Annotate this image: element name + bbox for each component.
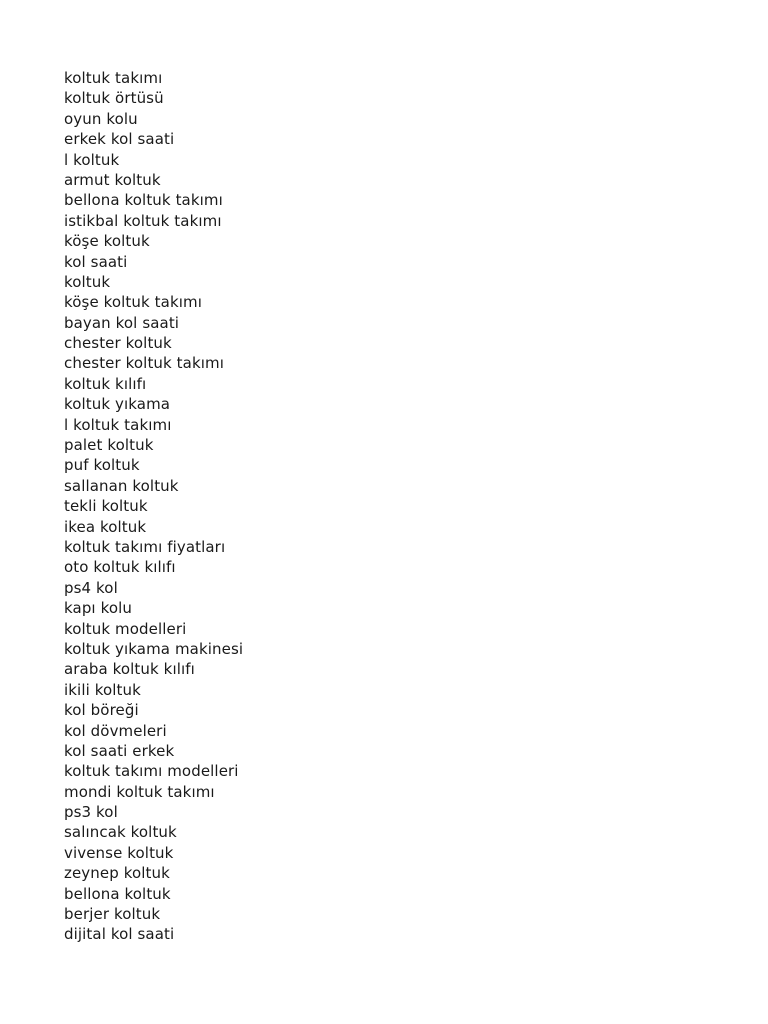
keyword-item: salıncak koltuk	[64, 823, 177, 842]
keyword-item: tekli koltuk	[64, 497, 148, 516]
keyword-item: koltuk takımı	[64, 69, 163, 87]
keyword-item: kol dövmeleri	[64, 721, 167, 740]
keyword-item: puf koltuk	[64, 456, 140, 475]
keyword-item: kol saati	[64, 252, 128, 271]
keyword-item: chester koltuk	[64, 334, 172, 353]
keyword-item: sallanan koltuk	[64, 476, 179, 495]
keyword-item: koltuk	[64, 272, 111, 291]
keyword-item: berjer koltuk	[64, 905, 161, 924]
keyword-item: kol saati erkek	[64, 741, 175, 760]
keyword-item: araba koltuk kılıfı	[64, 660, 195, 679]
keyword-item: köşe koltuk takımı	[64, 293, 202, 312]
keyword-item: köşe koltuk	[64, 232, 150, 251]
keyword-item: l koltuk takımı	[64, 415, 172, 434]
keyword-item: oyun kolu	[64, 109, 138, 128]
keyword-item: mondi koltuk takımı	[64, 782, 215, 801]
keyword-item: palet koltuk	[64, 436, 154, 455]
keyword-item: koltuk modelleri	[64, 619, 187, 638]
keyword-item: zeynep koltuk	[64, 864, 170, 883]
keyword-item: koltuk takımı modelleri	[64, 762, 239, 781]
keyword-item: koltuk yıkama makinesi	[64, 639, 244, 658]
keyword-item: bellona koltuk takımı	[64, 191, 223, 210]
keyword-item: bayan kol saati	[64, 313, 180, 332]
keyword-item: koltuk yıkama	[64, 395, 171, 414]
keyword-item: dijital kol saati	[64, 925, 175, 944]
keyword-item: bellona koltuk	[64, 884, 171, 903]
keyword-item: l koltuk	[64, 150, 120, 169]
keyword-item: ps3 kol	[64, 803, 118, 822]
keyword-item: ps4 kol	[64, 578, 118, 597]
keyword-item: armut koltuk	[64, 170, 161, 189]
keyword-list	[64, 68, 243, 945]
keyword-item: erkek kol saati	[64, 130, 175, 149]
keyword-item: chester koltuk takımı	[64, 354, 224, 373]
keyword-item: koltuk takımı fiyatları	[64, 537, 226, 556]
keyword-item: vivense koltuk	[64, 843, 174, 862]
keyword-item: istikbal koltuk takımı	[64, 211, 222, 230]
keyword-item: koltuk örtüsü	[64, 89, 164, 108]
keyword-item: kol böreği	[64, 701, 139, 720]
keyword-item: koltuk kılıfı	[64, 374, 147, 393]
keyword-item: oto koltuk kılıfı	[64, 558, 176, 577]
keyword-item: ikea koltuk	[64, 517, 147, 536]
keyword-item: kapı kolu	[64, 599, 132, 618]
keyword-item: ikili koltuk	[64, 680, 141, 699]
